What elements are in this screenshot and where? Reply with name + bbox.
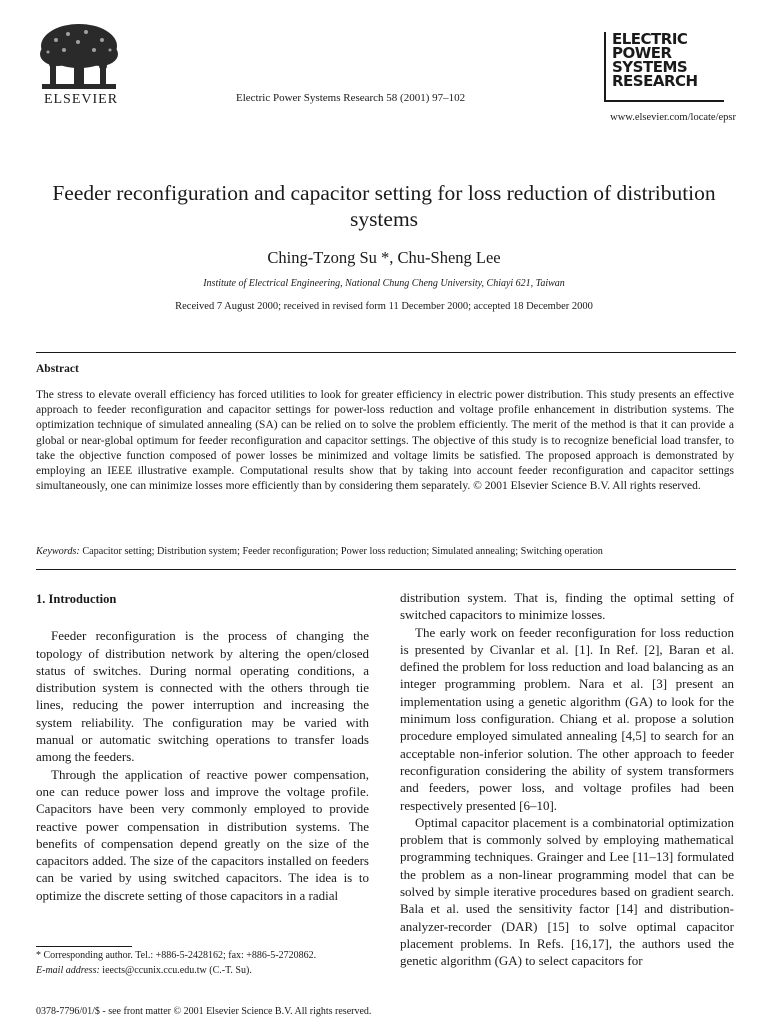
right-column — [400, 589, 734, 970]
article-authors: Ching-Tzong Su *, Chu-Sheng Lee — [267, 248, 501, 267]
copyright-line: 0378-7796/01/$ - see front matter © 2001 Elsevier Science B.V. All rights reserved. — [36, 1006, 372, 1017]
keywords-text: Capacitor setting; Distribution system; Feeder reconfiguration; Power loss reduction; Simulated annealing; Switching operation — [79, 546, 603, 557]
email-label: E-mail address: — [36, 964, 100, 976]
email-address[interactable]: ieects@ccunix.ccu.edu.tw (C.-T. Su). — [99, 964, 252, 976]
journal-logo — [612, 32, 722, 88]
article-title: Feeder reconfiguration and capacitor setting for loss reduction of distribution systems — [52, 181, 716, 231]
body-paragraph: The early work on feeder reconfiguration for loss reduction is presented by Civanlar et al. [1]. In Ref. [2], Baran et al. defined the problem for loss reduction and load balancing as an integer programming problem. Nara et al. [3] present an implementation using a genetic algorithm (GA) to look for the minimum loss configuration. Chiang et al. propose a solution procedure employed simulated annealing [4,5] to search for an acceptable non-inferior solution. The other approach to feeder reconfiguration considering the ability of system transformers and feeders, power loss, and voltage profiles had been respectively presented [6–10]. — [400, 624, 734, 813]
email-note — [36, 964, 369, 979]
abstract-heading: Abstract — [36, 363, 79, 375]
journal-url[interactable]: www.elsevier.com/locate/epsr — [610, 112, 736, 123]
journal-citation: Electric Power Systems Research 58 (2001) 97–102 — [236, 92, 466, 104]
section-heading: 1. Introduction — [36, 592, 117, 606]
author-affiliation: Institute of Electrical Engineering, National Chung Cheng University, Chiayi 621, Taiwan — [203, 278, 565, 289]
top-divider — [36, 352, 736, 353]
publisher-name: ELSEVIER — [43, 92, 119, 107]
journal-logo-line: SYSTEMS — [612, 58, 688, 76]
body-paragraph: Through the application of reactive power compensation, one can reduce power loss and improve the voltage profile. Capacitors have been very commonly employed to provide reactive power compensation in distribution systems. The benefits of compensation depend greatly on the size of the capacitors added. The size of the capacitors installed on feeders can be varied by using switched capacitors. The idea is to optimize the discrete setting of those capacitors in a radial — [36, 766, 369, 903]
journal-logo-line: ELECTRIC — [612, 30, 688, 48]
body-paragraph: Feeder reconfiguration is the process of changing the topology of distribution network by altering the open/closed status of switches. During normal operating conditions, a distribution system is connected with the others through tie lines, reducing the power interruption and increasing the system reliability. The configuration may be varied with manual or automatic switching operations to transfer loads among the feeders. — [36, 628, 369, 765]
keywords-label: Keywords: — [36, 546, 80, 557]
left-column — [36, 591, 369, 904]
received-dates: Received 7 August 2000; received in revised form 11 December 2000; accepted 18 December 2000 — [175, 301, 593, 312]
footnote-divider — [36, 946, 132, 947]
body-paragraph: Optimal capacitor placement is a combinatorial optimization problem that is commonly solved by employing mathematical programming techniques. Grainger and Lee [11–13] formulated the problem as a non-linear programming model that can be solved by simple iterative procedures based on gradient search. Bala et al. used the sensitivity factor [14] and distribution-analyzer-recorder (DAR) [15] to solve optimal capacitor placement problems. In Refs. [16,17], the authors used the genetic algorithm (GA) to select capacitors for — [400, 814, 734, 969]
keywords-line — [36, 546, 736, 557]
abstract-text: The stress to elevate overall efficiency has forced utilities to look for greater efficiency in electric power distribution. This study presents an effective approach to feeder reconfiguration and capacitor settings for power-loss reduction and voltage profile enhancement in distribution systems. The optimization technique of simulated annealing (SA) can be relied on to solve the problem efficiently. The merit of the method is that it can provide a global or near-global optimum for feeder reconfiguration and capacitor settings. The objective of this study is to recognize beneficial load transfer, to take the objective function composed of power losses be minimized and voltage limits be satisfied. The proposed approach is demonstrated by employing an IEEE illustrative example. Computational results show that by taking into account feeder reconfiguration and capacitor settings simultaneously, one can minimize losses more efficiently than by considering them separately. © 2001 Elsevier Science B.V. All rights reserved. — [36, 389, 734, 493]
footnote — [36, 949, 369, 978]
elsevier-tree-logo — [36, 20, 122, 94]
abstract-divider — [36, 569, 736, 570]
corresponding-author-note: * Corresponding author. Tel.: +886-5-2428162; fax: +886-5-2720862. — [36, 950, 317, 961]
journal-logo-line: RESEARCH — [612, 72, 698, 90]
journal-logo-line: POWER — [612, 44, 672, 62]
body-paragraph: distribution system. That is, finding the optimal setting of switched capacitors to minimize losses. — [400, 590, 734, 623]
